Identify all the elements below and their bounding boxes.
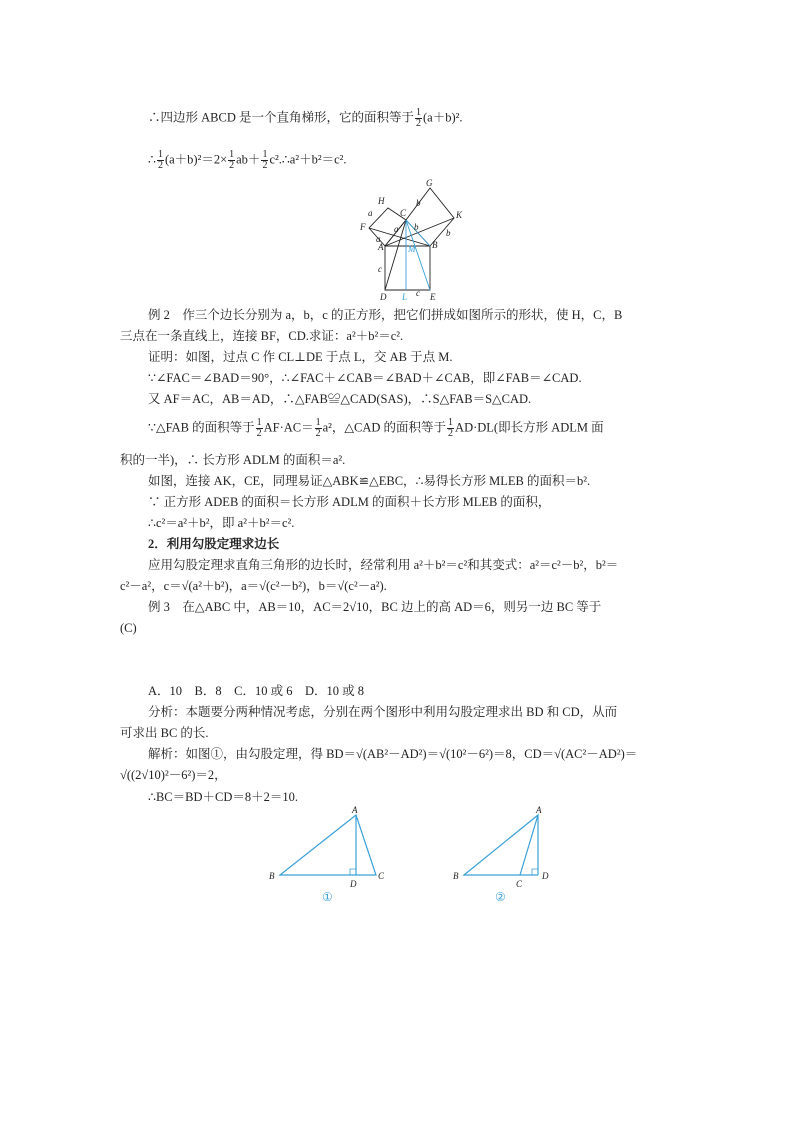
pythagoras-squares-figure <box>350 178 480 304</box>
label-A: A <box>352 805 358 815</box>
figure-caption: ① <box>322 890 333 904</box>
label-G: G <box>426 178 433 188</box>
text-line: ∴四边形 ABCD 是一个直角梯形，它的面积等于 $\frac{1}{2}$ (a＋b)². <box>148 107 463 129</box>
side-c-1: c <box>378 264 382 274</box>
text-line: ∴c²＝a²＋b²，即 a²＋b²＝c². <box>148 516 295 530</box>
side-b-1: b <box>416 198 421 208</box>
label-D: D <box>542 871 549 881</box>
side-a-2: a <box>376 234 381 244</box>
section-heading: 2．利用勾股定理求边长 <box>148 537 280 551</box>
triangle-figure-2 <box>450 805 570 905</box>
figure-caption: ② <box>495 890 506 904</box>
text-line: c²－a²，c＝√(a²＋b²)，a＝√(c²－b²)，b＝√(c²－a²). <box>120 579 387 593</box>
fraction: $\frac{1}{2}$ <box>262 149 268 171</box>
side-a-3: a <box>394 224 399 234</box>
text-line: 解析：如图①，由勾股定理，得 BD＝√(AB²－AD²)＝√(10²－6²)＝8，CD＝√(AC²－AD²)＝ <box>148 747 638 761</box>
text-line: ∴ $\frac{1}{2}$ (a＋b)²＝2× $\frac{1}{2}$ ab＋ $\frac{1}{2}$ c².∴a²＋b²＝c². <box>148 149 347 171</box>
text-line: 三点在一条直线上，连接 BF，CD.求证：a²＋b²＝c². <box>120 329 404 343</box>
fraction: $\frac{1}{2}$ <box>415 107 421 129</box>
text-line: 例 2 作三个边长分别为 a，b，c 的正方形，把它们拼成如图所示的形状，使 H，C，B <box>148 308 623 322</box>
label-M: M <box>408 244 416 254</box>
text-line: ∵ 正方形 ADEB 的面积＝长方形 ADLM 的面积＋长方形 MLEB 的面积， <box>148 495 551 509</box>
text-line: 证明：如图，过点 C 作 CL⊥DE 于点 L，交 AB 于点 M. <box>148 350 453 364</box>
label-H: H <box>378 196 385 206</box>
text-line: 应用勾股定理求直角三角形的边长时，经常利用 a²＋b²＝c²和其变式：a²＝c²－b²，b²＝ <box>148 558 619 572</box>
fraction: $\frac{1}{2}$ <box>448 417 454 439</box>
text-line: 例 3 在△ABC 中，AB＝10，AC＝2√10，BC 边上的高 AD＝6，则另一边 BC 等于 <box>148 600 602 614</box>
text-line: 可求出 BC 的长. <box>120 726 209 740</box>
label-A: A <box>536 805 542 815</box>
fraction: $\frac{1}{2}$ <box>315 417 321 439</box>
label-F: F <box>360 222 366 232</box>
text-line: ∵∠FAC＝∠BAD＝90°，∴∠FAC＋∠CAB＝∠BAD＋∠CAB，即∠FAB＝∠CAD. <box>148 371 582 385</box>
label-B: B <box>269 871 275 881</box>
label-A: A <box>378 242 384 252</box>
label-D: D <box>380 292 387 302</box>
options-line: A．10 B．8 C．10 或 6 D．10 或 8 <box>148 684 364 698</box>
text-line: ∵△FAB 的面积等于 $\frac{1}{2}$ AF·AC＝ $\frac{1}{2}$ a²，△CAD 的面积等于 $\frac{1}{2}$ AD·DL(即长方形 ADLM 面 <box>148 417 604 439</box>
text-line: √((2√10)²－6²)＝2， <box>120 768 227 782</box>
side-a-1: a <box>368 208 373 218</box>
text-line: 如图，连接 AK，CE，同理易证△ABK≌△EBC，∴易得长方形 MLEB 的面积＝b². <box>148 474 591 488</box>
label-E: E <box>430 292 436 302</box>
label-C: C <box>400 208 407 218</box>
text-line: 积的一半)，∴ 长方形 ADLM 的面积＝a². <box>120 453 346 467</box>
answer-choice-bracket: (C) <box>120 621 137 635</box>
label-B: B <box>432 240 438 250</box>
label-B: B <box>453 871 459 881</box>
side-b-2: b <box>446 228 451 238</box>
fraction: $\frac{1}{2}$ <box>256 417 262 439</box>
text-line: 又 AF＝AC，AB＝AD，∴△FAB≌△CAD(SAS)，∴S△FAB＝S△CAD. <box>148 392 532 406</box>
fraction: $\frac{1}{2}$ <box>229 149 235 171</box>
side-b-3: b <box>414 222 419 232</box>
label-K: K <box>456 210 463 220</box>
label-C: C <box>378 871 385 881</box>
label-L: L <box>402 292 408 302</box>
text-line: 分析：本题要分两种情况考虑，分别在两个图形中利用勾股定理求出 BD 和 CD，从而 <box>148 705 618 719</box>
label-C: C <box>516 879 523 889</box>
side-c-2: c <box>416 288 420 298</box>
label-D: D <box>350 879 357 889</box>
triangle-figure-1 <box>262 805 402 905</box>
fraction: $\frac{1}{2}$ <box>157 149 163 171</box>
text-line: ∴BC＝BD＋CD＝8＋2＝10. <box>148 790 298 804</box>
